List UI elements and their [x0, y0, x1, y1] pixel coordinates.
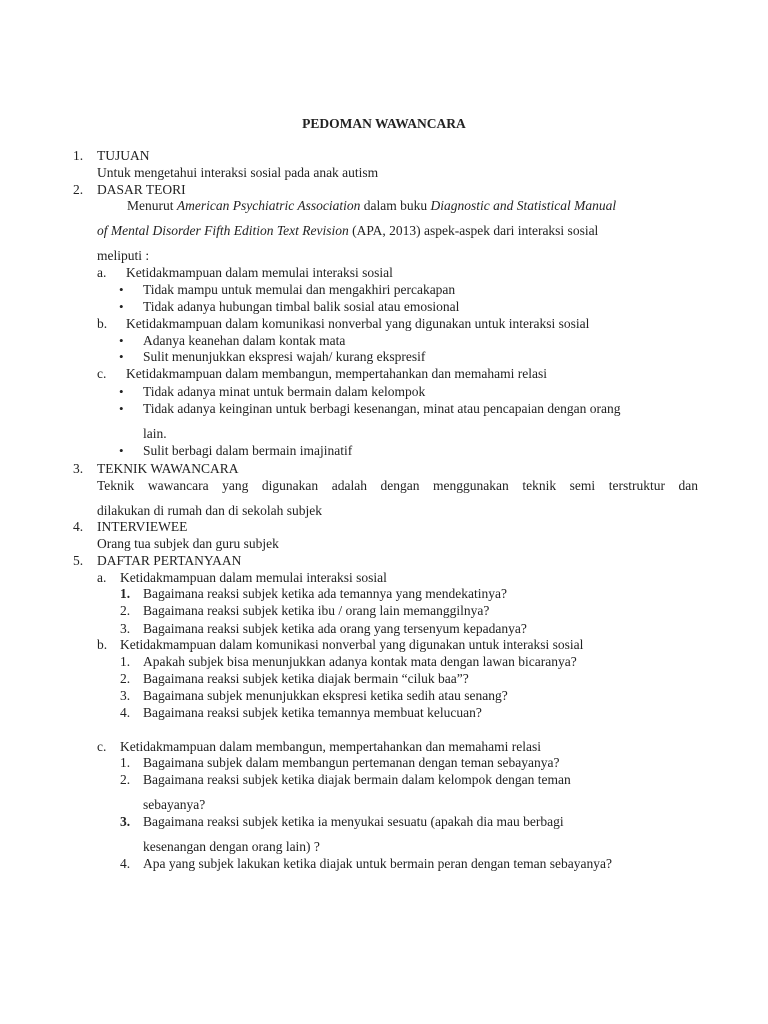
bullet-icon: •: [119, 401, 124, 416]
question-number: 4.: [120, 856, 131, 871]
list-item: Ketidakmampuan dalam membangun, mempertahankan dan memahami relasi: [126, 366, 547, 381]
paragraph-line: dilakukan di rumah dan di sekolah subjek: [97, 503, 322, 518]
section-number: 1.: [73, 148, 84, 163]
bullet-icon: •: [119, 299, 124, 314]
bullet-icon: •: [119, 349, 124, 364]
paragraph: Orang tua subjek dan guru subjek: [97, 536, 279, 551]
question-number: 1.: [120, 654, 131, 669]
question-number: 2.: [120, 772, 131, 787]
list-label: c.: [97, 366, 107, 381]
question-number: 4.: [120, 705, 131, 720]
paragraph-line: of Mental Disorder Fifth Edition Text Revision (APA, 2013) aspek-aspek dari interaksi sosial: [97, 223, 599, 238]
paragraph: Untuk mengetahui interaksi sosial pada anak autism: [97, 165, 379, 180]
list-label: a.: [97, 265, 107, 280]
section-heading: DASAR TEORI: [97, 182, 186, 197]
bullet-item: Tidak adanya keinginan untuk berbagi kesenangan, minat atau pencapaian dengan orang: [143, 401, 621, 416]
question-text: Bagaimana reaksi subjek ketika temannya membuat kelucuan?: [143, 705, 482, 720]
question-text: Bagaimana reaksi subjek ketika diajak bermain dalam kelompok dengan teman: [143, 772, 571, 787]
bullet-icon: •: [119, 282, 124, 297]
paragraph-line: Menurut American Psychiatric Association dalam buku Diagnostic and Statistical Manual: [127, 198, 617, 213]
question-text: Apakah subjek bisa menunjukkan adanya kontak mata dengan lawan bicaranya?: [143, 654, 577, 669]
list-item: Ketidakmampuan dalam komunikasi nonverbal yang digunakan untuk interaksi sosial: [126, 316, 590, 331]
section-heading: TEKNIK WAWANCARA: [97, 461, 239, 476]
question-number: 1.: [120, 586, 131, 601]
question-number: 2.: [120, 671, 131, 686]
bullet-icon: •: [119, 384, 124, 399]
question-text: Bagaimana subjek menunjukkan ekspresi ketika sedih atau senang?: [143, 688, 508, 703]
paragraph-line: meliputi :: [97, 248, 150, 263]
question-text: Bagaimana reaksi subjek ketika ia menyukai sesuatu (apakah dia mau berbagi: [143, 814, 564, 829]
list-label: b.: [97, 316, 108, 331]
list-label: a.: [97, 570, 107, 585]
page-title: PEDOMAN WAWANCARA: [302, 116, 466, 131]
bullet-icon: •: [119, 333, 124, 348]
question-text-continuation: kesenangan dengan orang lain) ?: [143, 839, 320, 854]
list-item: Ketidakmampuan dalam membangun, mempertahankan dan memahami relasi: [120, 739, 541, 754]
section-heading: TUJUAN: [97, 148, 150, 163]
bullet-item: Sulit menunjukkan ekspresi wajah/ kurang ekspresif: [143, 349, 426, 364]
question-number: 2.: [120, 603, 131, 618]
bullet-item: Adanya keanehan dalam kontak mata: [143, 333, 346, 348]
bullet-item: Tidak adanya hubungan timbal balik sosial atau emosional: [143, 299, 460, 314]
question-text-continuation: sebayanya?: [143, 797, 206, 812]
section-number: 3.: [73, 461, 84, 476]
paragraph-line: Teknik wawancara yang digunakan adalah dengan menggunakan teknik semi terstruktur dan: [97, 478, 698, 493]
section-number: 5.: [73, 553, 84, 568]
question-text: Bagaimana reaksi subjek ketika ibu / orang lain memanggilnya?: [143, 603, 490, 618]
section-number: 4.: [73, 519, 84, 534]
list-item: Ketidakmampuan dalam memulai interaksi sosial: [126, 265, 393, 280]
question-text: Bagaimana reaksi subjek ketika ada orang yang tersenyum kepadanya?: [143, 621, 527, 636]
question-number: 3.: [120, 688, 131, 703]
list-item: Ketidakmampuan dalam memulai interaksi sosial: [120, 570, 387, 585]
bullet-item: Tidak mampu untuk memulai dan mengakhiri percakapan: [143, 282, 456, 297]
section-heading: INTERVIEWEE: [97, 519, 188, 534]
bullet-item: Tidak adanya minat untuk bermain dalam kelompok: [143, 384, 426, 399]
question-number: 1.: [120, 755, 131, 770]
list-item: Ketidakmampuan dalam komunikasi nonverbal yang digunakan untuk interaksi sosial: [120, 637, 584, 652]
question-text: Apa yang subjek lakukan ketika diajak untuk bermain peran dengan teman sebayanya?: [143, 856, 612, 871]
bullet-icon: •: [119, 443, 124, 458]
section-number: 2.: [73, 182, 84, 197]
section-heading: DAFTAR PERTANYAAN: [97, 553, 242, 568]
question-text: Bagaimana reaksi subjek ketika ada temannya yang mendekatinya?: [143, 586, 507, 601]
question-text: Bagaimana subjek dalam membangun pertemanan dengan teman sebayanya?: [143, 755, 560, 770]
list-label: b.: [97, 637, 108, 652]
bullet-item-continuation: lain.: [143, 426, 167, 441]
question-number: 3.: [120, 621, 131, 636]
question-number: 3.: [120, 814, 131, 829]
bullet-item: Sulit berbagi dalam bermain imajinatif: [143, 443, 353, 458]
list-label: c.: [97, 739, 107, 754]
question-text: Bagaimana reaksi subjek ketika diajak bermain “ciluk baa”?: [143, 671, 469, 686]
